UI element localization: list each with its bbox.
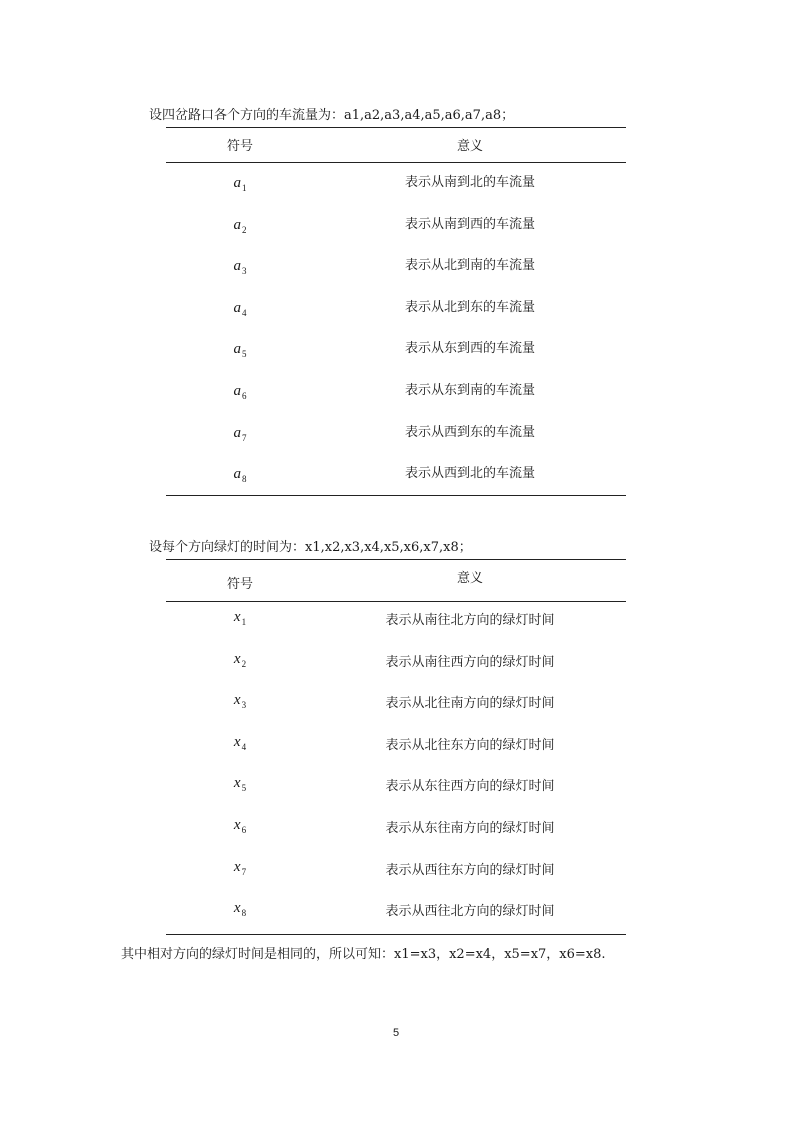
symbol-base: x — [233, 900, 241, 917]
symbol-base: x — [233, 692, 241, 709]
page-number: 5 — [392, 1027, 400, 1039]
symbol-cell — [234, 425, 247, 443]
symbol-cell — [234, 734, 246, 752]
symbol-cell — [234, 859, 246, 877]
symbol-base: a — [233, 466, 241, 483]
symbol-subscript: 6 — [241, 825, 247, 835]
symbol-base: a — [233, 299, 241, 316]
intro-paragraph-green-time: 设每个方向绿灯的时间为：x1,x2,x3,x4,x5,x6,x7,x8； — [149, 540, 472, 555]
symbol-subscript: 8 — [242, 474, 247, 485]
meaning-cell: 表示从南到西的车流量 — [404, 216, 536, 232]
symbol-subscript: 6 — [242, 391, 247, 401]
table1-header-meaning: 意义 — [456, 139, 484, 154]
symbol-cell — [234, 651, 246, 669]
meaning-cell: 表示从南往北方向的绿灯时间 — [385, 613, 555, 628]
meaning-cell: 表示从北往东方向的绿灯时间 — [385, 737, 555, 753]
meaning-cell: 表示从北到南的车流量 — [404, 258, 536, 274]
symbol-base: a — [233, 258, 241, 275]
meaning-cell: 表示从西往东方向的绿灯时间 — [385, 862, 555, 878]
symbol-cell — [234, 383, 247, 401]
intro-paragraph-traffic: 设四岔路口各个方向的车流量为：a1,a2,a3,a4,a5,a6,a7,a8； — [149, 108, 515, 123]
meaning-cell: 表示从东往西方向的绿灯时间 — [385, 779, 555, 795]
table1-top-rule — [166, 127, 626, 128]
symbol-base: x — [233, 858, 241, 875]
table2-top-rule — [166, 559, 626, 560]
symbol-subscript: 5 — [241, 783, 247, 794]
symbol-subscript: 3 — [242, 266, 247, 277]
symbol-cell — [234, 817, 246, 835]
table2-header-rule — [166, 601, 626, 602]
meaning-cell: 表示从南往西方向的绿灯时间 — [385, 654, 555, 670]
meaning-cell: 表示从东到西的车流量 — [404, 341, 536, 357]
symbol-subscript: 2 — [242, 224, 247, 235]
conclusion-paragraph: 其中相对方向的绿灯时间是相同的，所以可知：x1=x3，x2=x4，x5=x7，x6=x8. — [121, 947, 606, 962]
table1-header-symbol: 符号 — [226, 139, 254, 154]
symbol-base: x — [233, 650, 241, 667]
table1-header-rule — [166, 162, 626, 163]
symbol-subscript: 4 — [241, 741, 247, 752]
symbol-cell — [234, 466, 247, 484]
meaning-cell: 表示从东到南的车流量 — [404, 383, 536, 398]
symbol-base: x — [233, 775, 241, 792]
table1-bottom-rule — [166, 495, 626, 496]
symbol-cell — [234, 175, 247, 193]
symbol-cell — [234, 217, 247, 235]
meaning-cell: 表示从北往南方向的绿灯时间 — [385, 696, 555, 712]
symbol-subscript: 2 — [241, 658, 247, 669]
symbol-subscript: 5 — [242, 349, 247, 360]
symbol-subscript: 8 — [241, 908, 247, 919]
symbol-subscript: 3 — [241, 700, 247, 711]
symbol-base: x — [233, 609, 241, 625]
meaning-cell: 表示从西到东的车流量 — [404, 424, 536, 440]
meaning-cell: 表示从西往北方向的绿灯时间 — [385, 904, 555, 920]
symbol-subscript: 1 — [242, 183, 247, 193]
symbol-cell — [234, 341, 247, 359]
table2-header-meaning: 意义 — [456, 571, 484, 586]
symbol-base: a — [233, 383, 241, 399]
symbol-subscript: 1 — [241, 617, 247, 627]
meaning-cell: 表示从北到东的车流量 — [404, 299, 536, 315]
symbol-base: a — [233, 424, 241, 441]
symbol-base: a — [233, 341, 241, 358]
symbol-cell — [234, 775, 246, 793]
meaning-cell: 表示从西到北的车流量 — [404, 466, 536, 482]
meaning-cell: 表示从东往南方向的绿灯时间 — [385, 821, 555, 836]
table2-bottom-rule — [166, 934, 626, 935]
symbol-base: x — [233, 733, 241, 750]
symbol-cell — [234, 692, 246, 710]
symbol-base: x — [233, 817, 241, 833]
symbol-cell — [234, 300, 247, 318]
symbol-subscript: 7 — [241, 866, 247, 877]
symbol-base: a — [233, 175, 241, 191]
symbol-subscript: 4 — [242, 307, 247, 318]
symbol-subscript: 7 — [242, 432, 247, 443]
meaning-cell: 表示从南到北的车流量 — [404, 175, 536, 190]
symbol-cell — [234, 900, 246, 918]
symbol-cell — [234, 258, 247, 276]
symbol-base: a — [233, 216, 241, 233]
symbol-cell — [234, 609, 246, 627]
table2-header-symbol: 符号 — [226, 577, 254, 592]
